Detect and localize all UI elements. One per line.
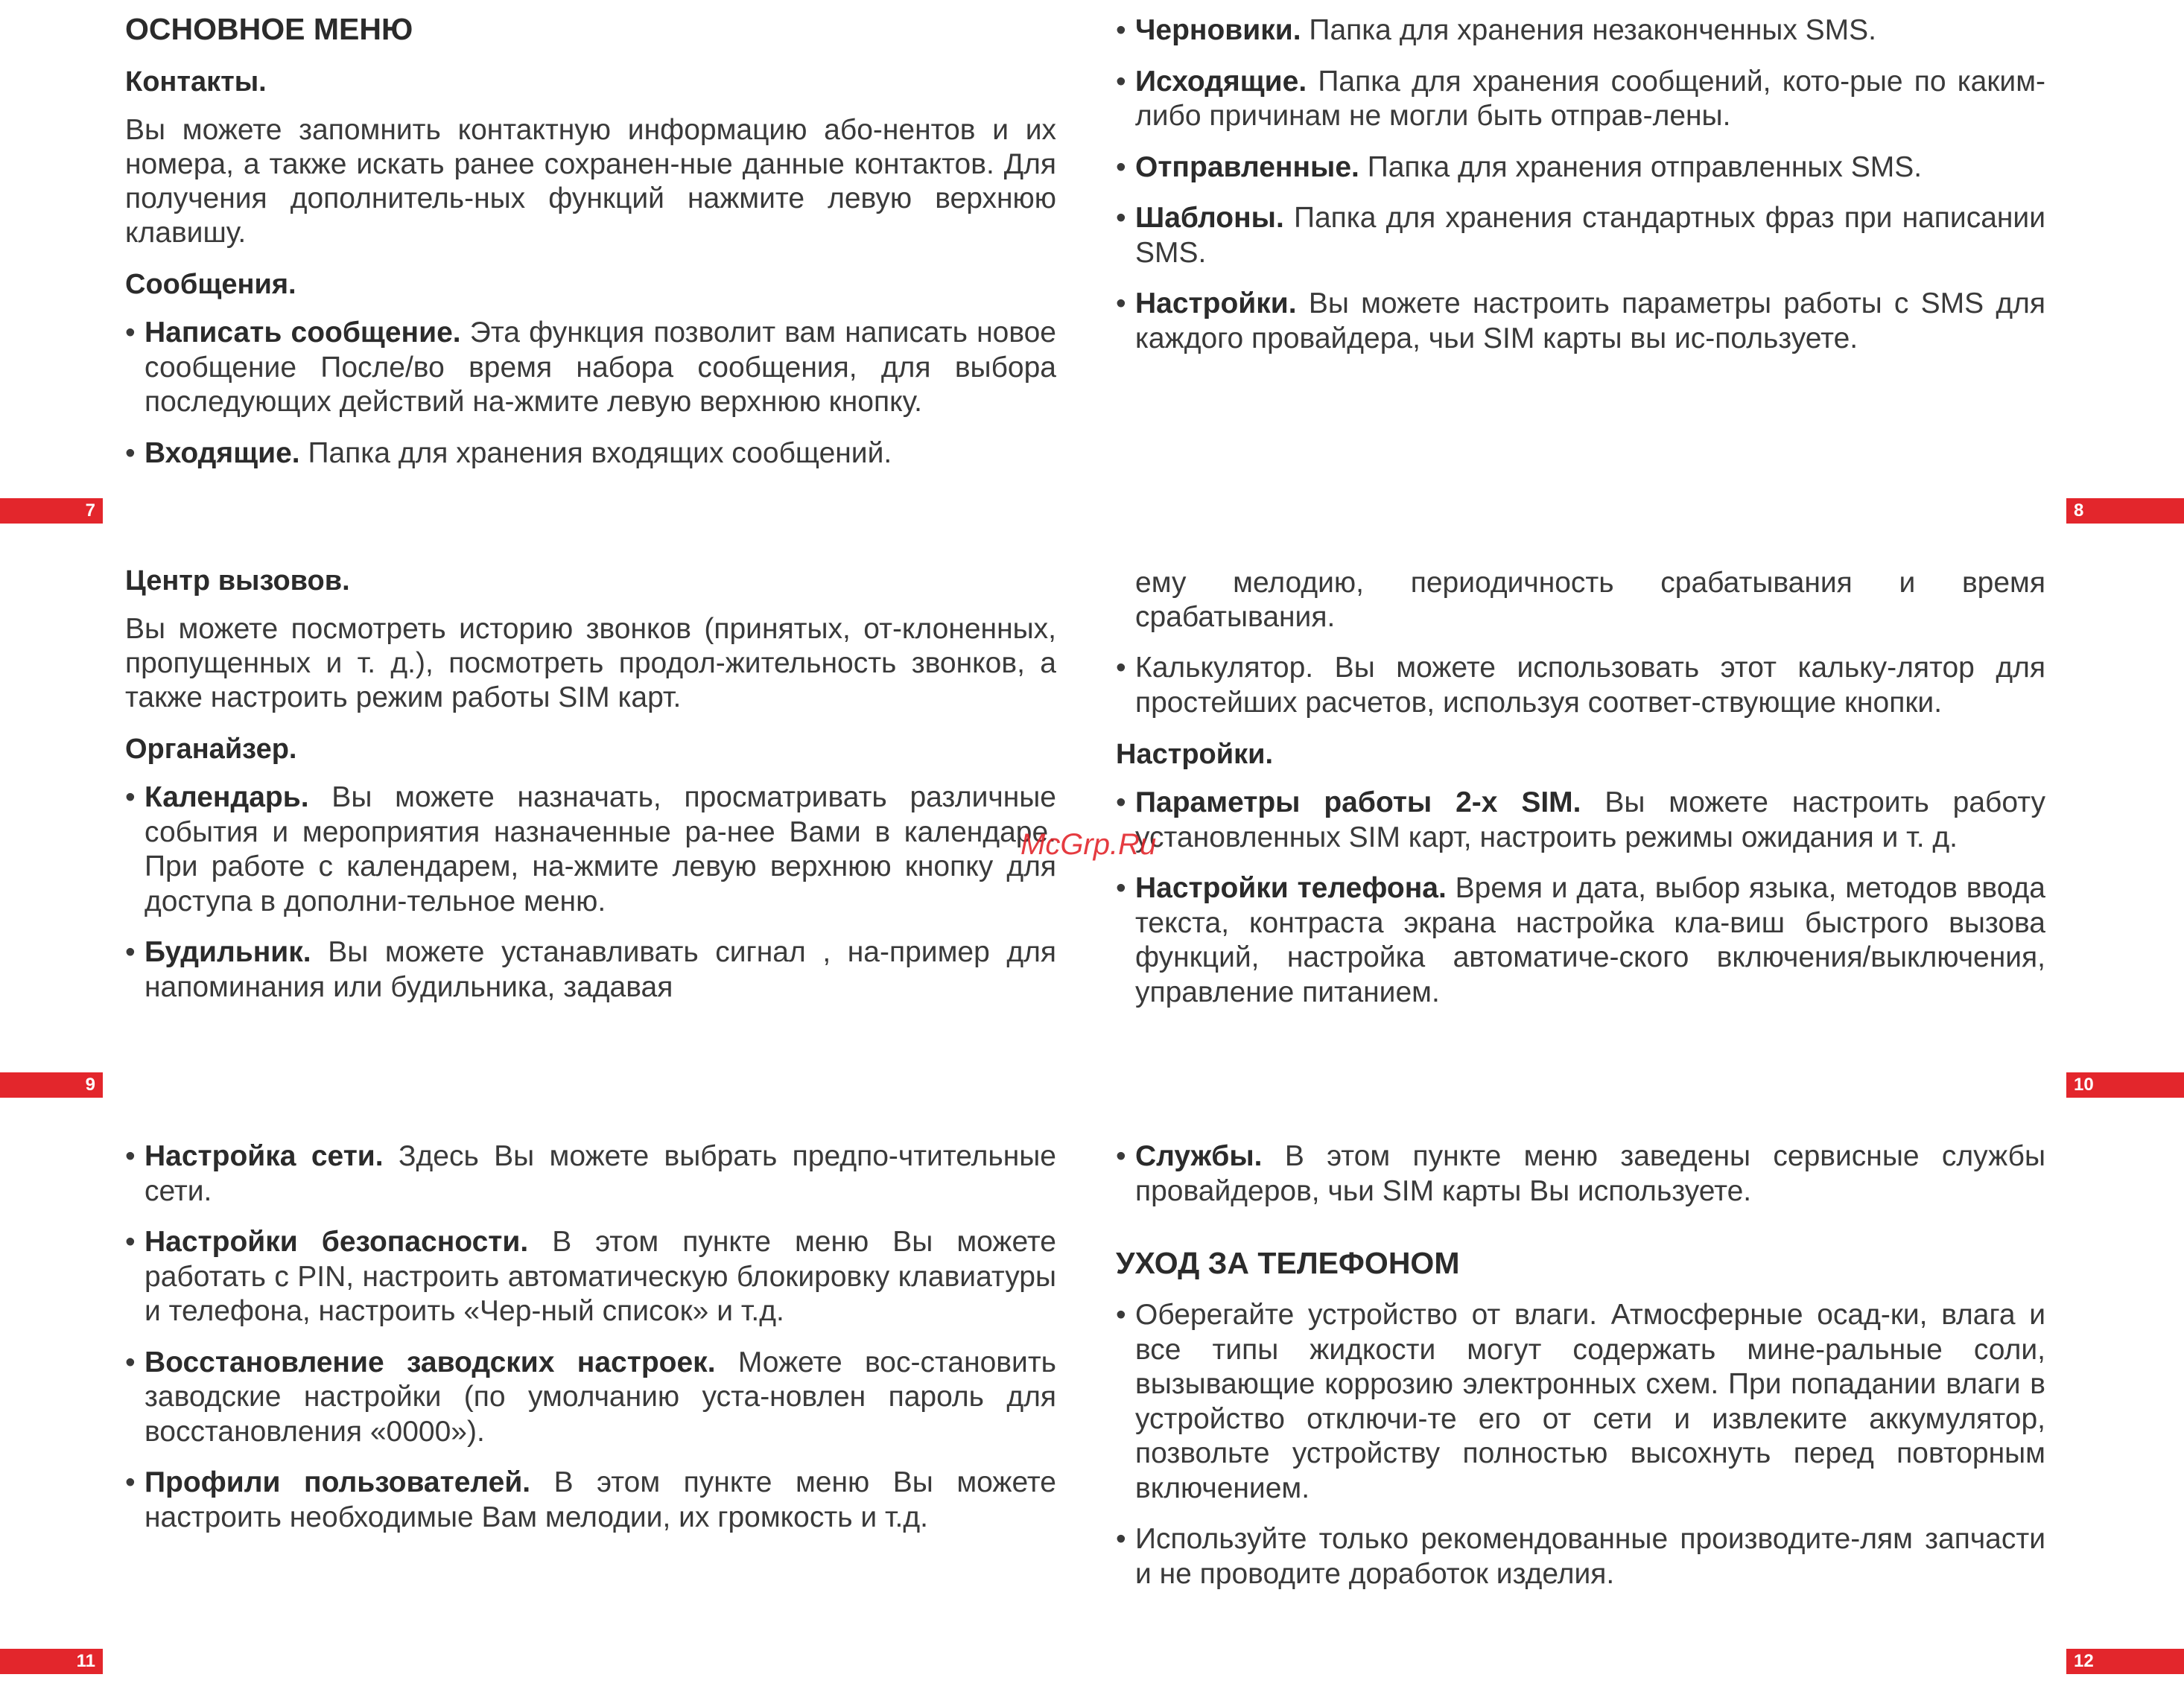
list-item: • Оберегайте устройство от влаги. Атмосферные осад-ки, влага и все типы жидкости могут содержать мине-ральные соли, вызывающие коррозию электронных схем. При попадании влаги в устройство отключи-те его от сети и извлеките аккумулятор, позвольте устройству полностью высохнуть перед повторным включением. (1116, 1298, 2045, 1506)
page-number-7: 7 (0, 498, 103, 524)
list-item: • Исходящие. Папка для хранения сообщений, кото-рые по каким-либо причинам не могли быть отправ-лены. (1116, 65, 2045, 134)
list-item: • Настройка сети. Здесь Вы можете выбрать предпо-чтительные сети. (125, 1139, 1056, 1209)
list-item: • Восстановление заводских настроек. Можете вос-становить заводские настройки (по умолчанию уста-новлен пароль для восстановления «0000»). (125, 1346, 1056, 1450)
page-number-8: 8 (2066, 498, 2184, 524)
alarm-continuation: ему мелодию, периодичность срабатывания и время срабатывания. (1135, 567, 2045, 633)
page-12 (1116, 1139, 2045, 1608)
call-center-heading: Центр вызовов. (125, 565, 350, 597)
page-8 (1116, 13, 2045, 372)
list-item: • Настройки безопасности. В этом пункте меню Вы можете работать с PIN, настроить автоматическую блокировку клавиатуры и телефона, настроить «Чер-ный список» и т.д. (125, 1225, 1056, 1329)
list-item: • Шаблоны. Папка для хранения стандартных фраз при написании SMS. (1116, 201, 2045, 270)
list-item: • Будильник. Вы можете устанавливать сигнал , на-пример для напоминания или будильника, задавая (125, 935, 1056, 1005)
contacts-text: Вы можете запомнить контактную информацию або-нентов и их номера, а также искать ранее сохранен-ные данные контактов. Для получения дополнитель-ных функций нажмите левую верхнюю клавишу. (125, 114, 1056, 249)
main-menu-title: ОСНОВНОЕ МЕНЮ (125, 12, 413, 46)
page-number-11: 11 (0, 1649, 103, 1674)
list-item: • Календарь. Вы можете назначать, просматривать различные события и мероприятия назначенные ра-нее Вами в календаре. При работе с календарем, на-жмите левую верхнюю кнопку для доступа в дополни-тельное меню. (125, 780, 1056, 919)
contacts-heading: Контакты. (125, 66, 267, 98)
page-9 (125, 563, 1056, 1021)
list-item: • Черновики. Папка для хранения незаконченных SMS. (1116, 13, 2045, 48)
services-item: • Службы. В этом пункте меню заведены сервисные службы провайдеров, чьи SIM карты Вы используете. (1116, 1139, 2045, 1209)
list-item: • Настройки телефона. Время и дата, выбор языка, методов ввода текста, контраста экрана настройка кла-виш быстрого вызова функций, настройка автоматиче-ского включения/выключения, управление питанием. (1116, 871, 2045, 1010)
page-number-9: 9 (0, 1072, 103, 1098)
phone-care-title: УХОД ЗА ТЕЛЕФОНОМ (1116, 1246, 1460, 1280)
page-11 (125, 1139, 1056, 1551)
settings-heading: Настройки. (1116, 739, 1274, 770)
list-item: • Профили пользователей. В этом пункте меню Вы можете настроить необходимые Вам мелодии, их громкость и т.д. (125, 1466, 1056, 1535)
organizer-heading: Органайзер. (125, 734, 297, 765)
page-10 (1116, 566, 2045, 1026)
list-item: • Входящие. Папка для хранения входящих сообщений. (125, 436, 1056, 471)
list-item: • Отправленные. Папка для хранения отправленных SMS. (1116, 150, 2045, 185)
page-7 (125, 10, 1056, 487)
list-item: • Используйте только рекомендованные производите-лям запчасти и не проводите доработок изделия. (1116, 1522, 2045, 1591)
page-number-12: 12 (2066, 1649, 2184, 1674)
list-item: • Настройки. Вы можете настроить параметры работы с SMS для каждого провайдера, чьи SIM карты вы ис-пользуете. (1116, 287, 2045, 356)
list-item: • Параметры работы 2-х SIM. Вы можете настроить работу установленных SIM карт, настроить режимы ожидания и т. д. (1116, 786, 2045, 855)
calculator-item: • Калькулятор. Вы можете использовать этот кальку-лятор для простейших расчетов, используя соответ-ствующие кнопки. (1116, 651, 2045, 720)
messages-heading: Сообщения. (125, 269, 296, 300)
call-center-text: Вы можете посмотреть историю звонков (принятых, от-клоненных, пропущенных и т. д.), посмотреть продол-жительность звонков, а также настроить режим работы SIM карт. (125, 613, 1056, 713)
page-number-10: 10 (2066, 1072, 2184, 1098)
watermark: McGrp.Ru (1020, 828, 1157, 861)
list-item: • Написать сообщение. Эта функция позволит вам написать новое сообщение После/во время набора сообщения, для выбора последующих действий на-жмите левую верхнюю кнопку. (125, 316, 1056, 420)
